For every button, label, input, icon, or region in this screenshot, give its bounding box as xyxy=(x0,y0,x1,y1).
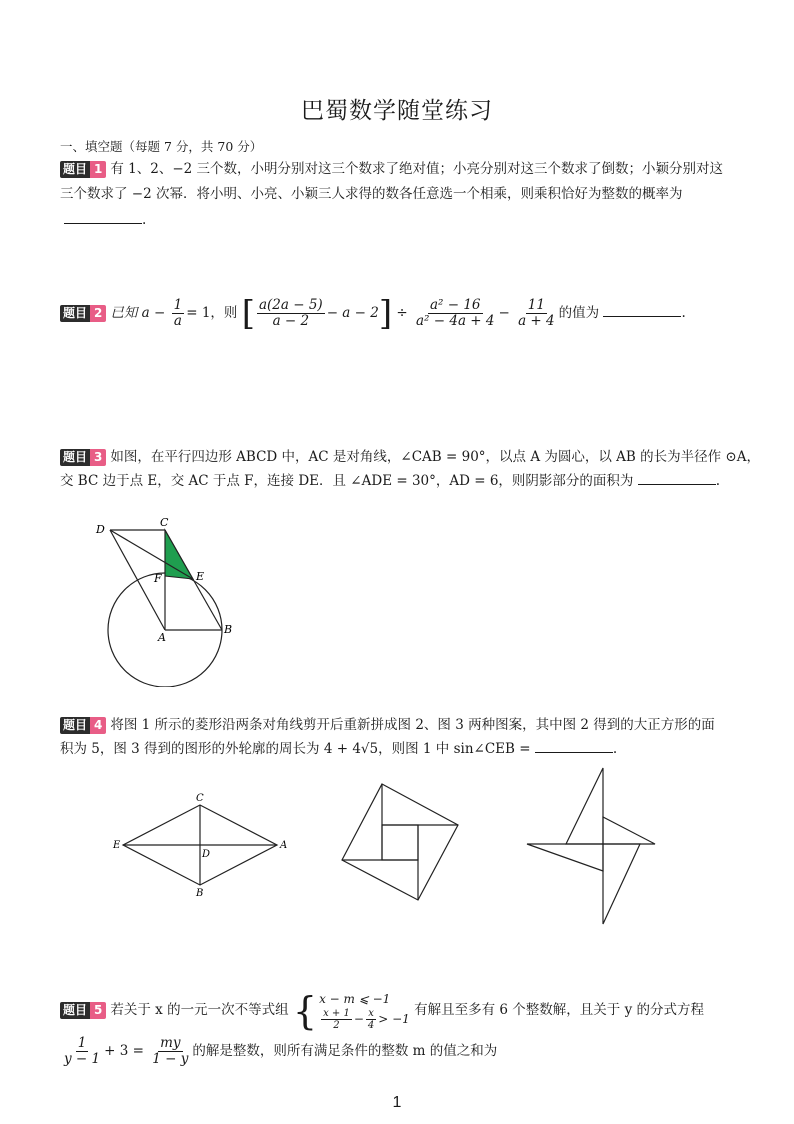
question-5-line-2: $\frac{1}{y - 1}$ + 3 = $\frac{my}{1 - y}$ 的解是整数，则所有满足条件的整数 m 的值之和为 xyxy=(64,1035,498,1067)
page-title: 巴蜀数学随堂练习 xyxy=(301,98,493,124)
question-1-line-2: 三个数求了 −2 次幂．将小明、小亮、小颖三人求得的数各任意选一个相乘，则乘积恰好为整数的概率为 xyxy=(60,186,683,202)
fraction: $\frac{1}{y - 1}$ xyxy=(64,1035,101,1067)
inner-square xyxy=(382,825,418,860)
segment-cb xyxy=(165,530,222,630)
segment-de xyxy=(110,530,193,579)
fraction: $\frac{11}{a + 4}$ xyxy=(518,297,555,329)
parallelogram-circle-figure xyxy=(90,512,250,687)
inequality-system: { x − m ⩽ −1 $\frac{x + 1}{2}$ − $\frac{x}{4}$ > −1 xyxy=(292,988,410,1033)
pinwheel-figure-3 xyxy=(522,764,662,929)
badge-label: 题目 xyxy=(60,161,90,178)
question-1-badge xyxy=(60,161,106,178)
question-2-badge: 题目 2 xyxy=(60,305,106,322)
square-pattern-figure-2 xyxy=(338,780,468,915)
fraction: $\frac{1}{a}$ xyxy=(173,297,183,329)
question-4-line-1: 题目 4 将图 1 所示的菱形沿两条对角线剪开后重新拼成图 2、图 3 两种图案，其中图 2 得到的大正方形的面 xyxy=(60,712,715,738)
label-e: E xyxy=(196,570,205,583)
answer-blank-4[interactable] xyxy=(535,742,613,753)
label-c: C xyxy=(160,516,169,529)
label-f: F xyxy=(154,572,162,585)
page-number: 1 xyxy=(392,1094,402,1111)
question-4-badge: 题目 4 xyxy=(60,717,106,734)
label-d: D xyxy=(96,523,105,536)
question-text: 有 1、2、−2 三个数，小明分别对这三个数求了绝对值；小亮分别对这三个数求了倒数；小颖分别对这 xyxy=(110,161,724,177)
triangle-1 xyxy=(566,768,603,844)
triangle-3 xyxy=(603,844,640,924)
label-a: A xyxy=(280,840,288,851)
fraction: $\frac{my}{1 - y}$ xyxy=(152,1035,189,1067)
answer-blank-3[interactable] xyxy=(638,474,716,485)
triangle-4 xyxy=(527,844,603,871)
question-5-line-1: 题目 5 若关于 x 的一元一次不等式组 { x − m ⩽ −1 $\frac{x + 1}{2}$ − $\frac{x}{4}$ > −1 有解且至多有 6 个整数解，且关于 y 的分式方程 xyxy=(60,990,704,1031)
label-e: E xyxy=(113,840,121,851)
fraction: $\frac{\text{a² − 16}}{\text{a² − 4a + 4}}$ xyxy=(416,297,495,329)
rhombus-figure-1 xyxy=(110,790,300,900)
section-heading: 一、填空题（每题 7 分，共 70 分） xyxy=(60,139,263,154)
label-b: B xyxy=(196,888,204,899)
triangle-2 xyxy=(603,817,655,844)
question-number: 1 xyxy=(90,161,106,178)
label-b: B xyxy=(224,623,233,636)
answer-blank-1[interactable]: . xyxy=(64,207,146,233)
outer-square xyxy=(342,784,458,900)
question-3-badge: 题目 3 xyxy=(60,449,106,466)
question-3-line-2: 交 BC 边于点 E，交 AC 于点 F，连接 DE．且 ∠ADE = 30°，AD = 6，则阴影部分的面积为 . xyxy=(60,473,721,489)
fraction: $\frac{a(2a - 5)}{a - 2}$ xyxy=(258,297,323,329)
question-3-line-1: 题目 3 如图，在平行四边形 ABCD 中，AC 是对角线，∠CAB = 90°，以点 A 为圆心，以 AB 的长为半径作 ⊙A， xyxy=(60,444,760,470)
question-1-line-1 xyxy=(60,156,723,182)
answer-blank-2[interactable] xyxy=(603,306,681,317)
question-5-badge: 题目 5 xyxy=(60,1002,106,1019)
label-c: C xyxy=(196,793,204,804)
question-4-line-2: 积为 5，图 3 得到的图形的外轮廓的周长为 4 + 4√5，则图 1 中 sin∠CEB = . xyxy=(60,741,618,757)
label-d: D xyxy=(202,849,211,860)
label-a: A xyxy=(158,631,166,644)
question-2-line: 题目 2 已知 a − $\frac{1}{a}$ = 1，则 [ $\frac{a(2a - 5)}{a - 2}$ − a − 2] ÷ $\frac{\text{a² − 16}}{\text{a² − 4a + 4}}$ − $\frac{11}{a + 4}$ 的值为 . xyxy=(60,296,686,330)
